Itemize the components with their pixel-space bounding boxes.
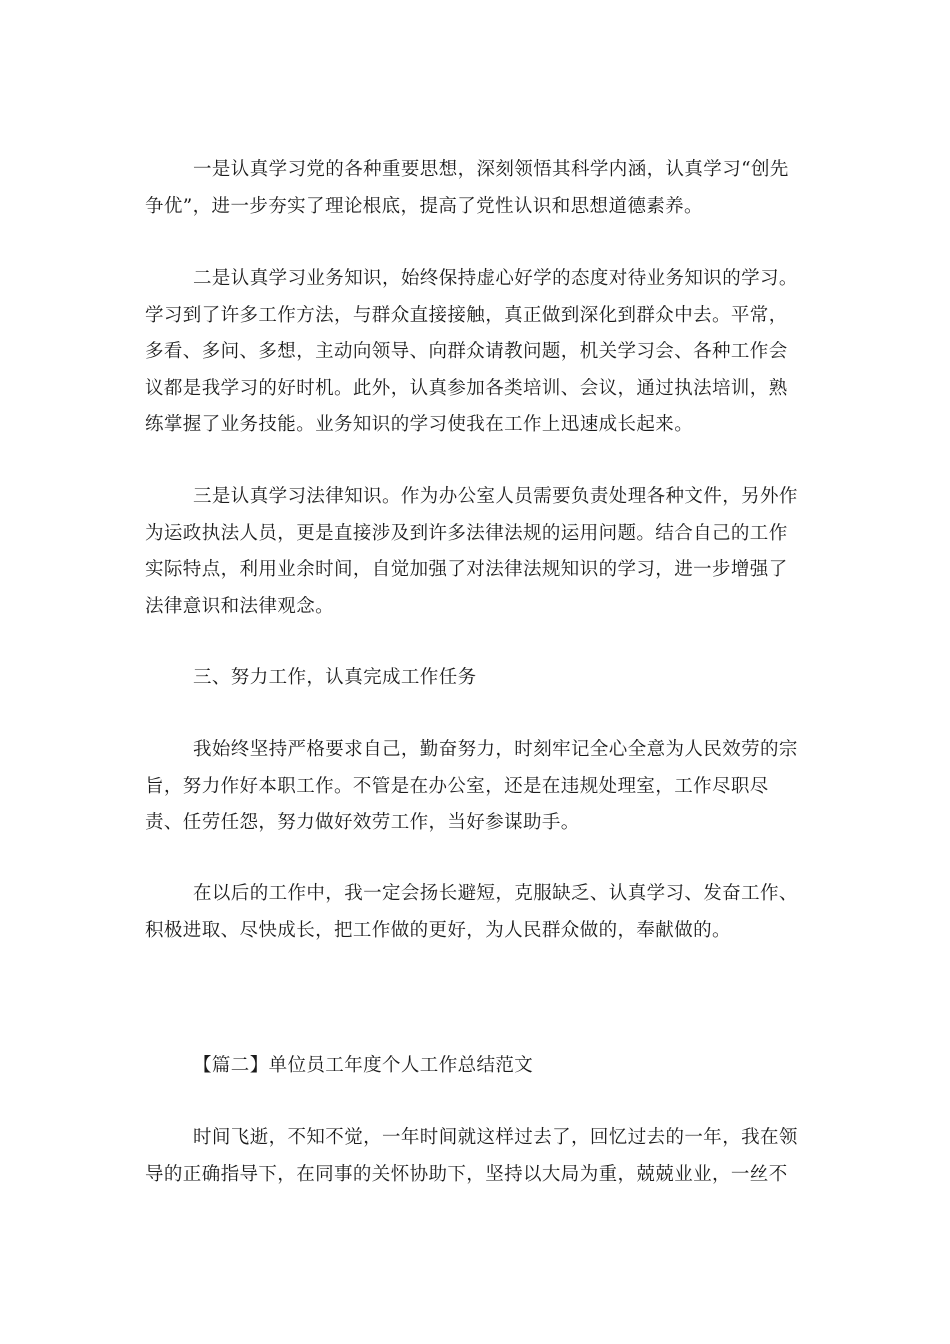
paragraph-study-theory: 一是认真学习党的各种重要思想，深刻领悟其科学内涵，认真学习“创先争优”，进一步夯实了理论根底，提高了党性认识和思想道德素养。 — [145, 159, 789, 217]
paragraph-study-business: 二是认真学习业务知识，始终保持虚心好学的态度对待业务知识的学习。学习到了许多工作方法，与群众直接接触，真正做到深化到群众中去。平常，多看、多问、多想，主动向领导、向群众请教问题，机关学习会、各种工作会议都是我学习的好时机。此外，认真参加各类培训、会议，通过执法培训，熟练掌握了业务技能。业务知识的学习使我在工作上迅速成长起来。 — [145, 268, 798, 435]
paragraph-article-two-intro: 时间飞逝，不知不觉，一年时间就这样过去了，回忆过去的一年，我在领导的正确指导下，在同事的关怀协助下，坚持以大局为重，兢兢业业，一丝不 — [145, 1127, 798, 1185]
paragraph-future-work: 在以后的工作中，我一定会扬长避短，克服缺乏、认真学习、发奋工作、积极进取、尽快成长，把工作做的更好，为人民群众做的，奉献做的。 — [145, 883, 798, 941]
section-heading-work: 三、努力工作，认真完成工作任务 — [193, 667, 477, 688]
paragraph-work-attitude: 我始终坚持严格要求自己，勤奋努力，时刻牢记全心全意为人民效劳的宗旨，努力作好本职工作。不管是在办公室，还是在违规处理室，工作尽职尽责、任劳任怨，努力做好效劳工作，当好参谋助手。 — [145, 739, 798, 833]
paragraph-study-law: 三是认真学习法律知识。作为办公室人员需要负责处理各种文件，另外作为运政执法人员，更是直接涉及到许多法律法规的运用问题。结合自己的工作实际特点，利用业余时间，自觉加强了对法律法规知识的学习，进一步增强了法律意识和法律观念。 — [145, 486, 798, 617]
article-two-title: 【篇二】单位员工年度个人工作总结范文 — [193, 1055, 534, 1076]
